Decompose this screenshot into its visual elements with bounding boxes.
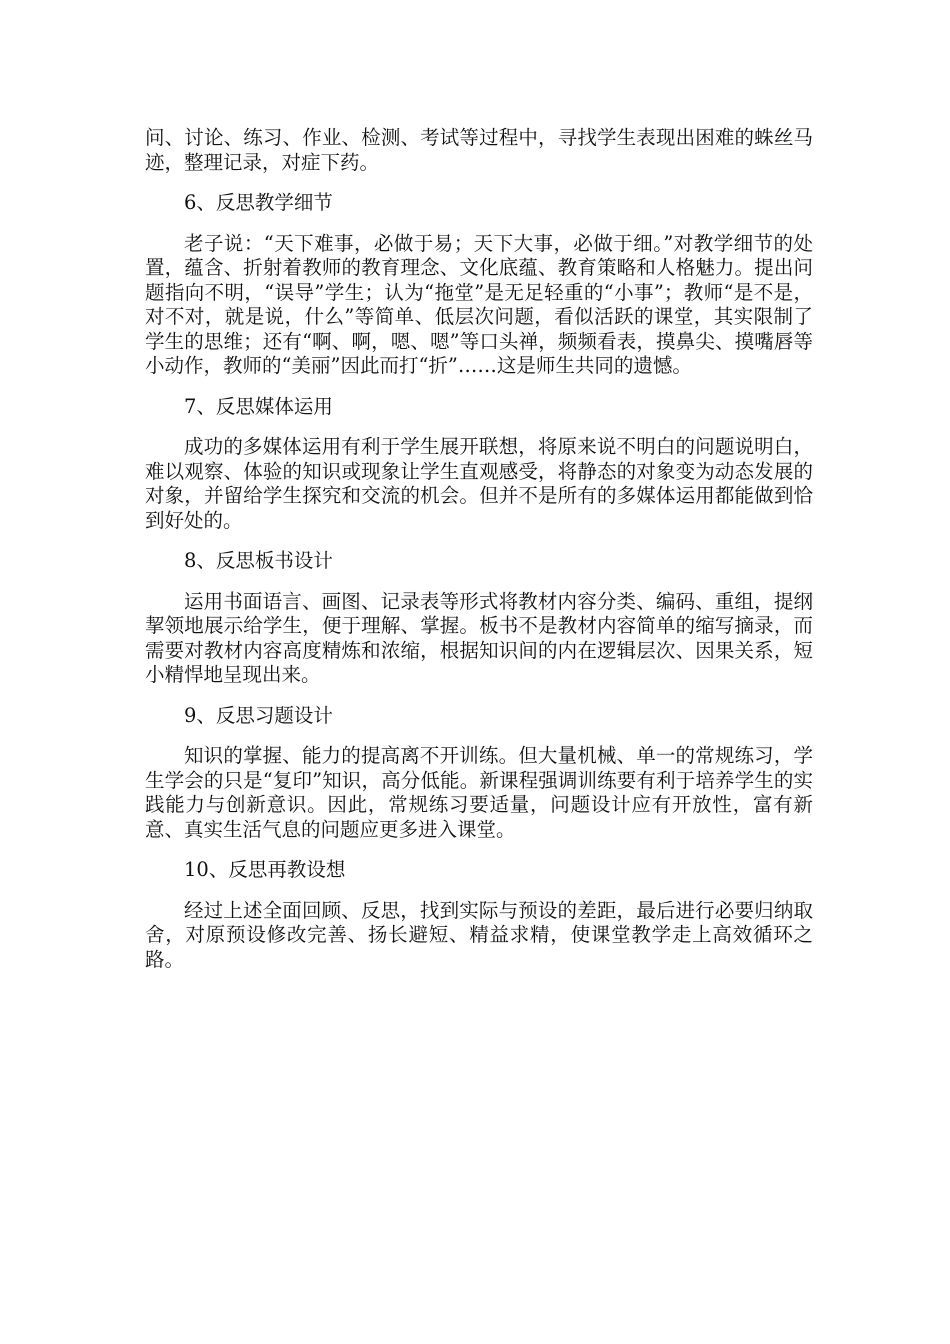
paragraph-6: 老子说：“天下难事，必做于易；天下大事，必做于细。”对教学细节的处置，蕴含、折射着教师的教育理念、文化底蕴、教育策略和人格魅力。提出问题指向不明，“误导”学生；认为“拖堂”是无足轻重的“小事”；教师“是不是，对不对，就是说，什么”等简单、低层次问题，看似活跃的课堂，其实限制了学生的思维；还有“啊、啊，嗯、嗯”等口头禅，频频看表，摸鼻尖、摸嘴唇等小动作，教师的“美丽”因此而打“折”……这是师生共同的遗憾。 <box>145 231 813 377</box>
document-body <box>145 126 813 988</box>
paragraph-7: 成功的多媒体运用有利于学生展开联想，将原来说不明白的问题说明白，难以观察、体验的知识或现象让学生直观感受，将静态的对象变为动态发展的对象，并留给学生探究和交流的机会。但并不是所有的多媒体运用都能做到恰到好处的。 <box>145 435 813 532</box>
paragraph-continued: 问、讨论、练习、作业、检测、考试等过程中，寻找学生表现出困难的蛛丝马迹，整理记录，对症下药。 <box>145 126 813 174</box>
paragraph-8: 运用书面语言、画图、记录表等形式将教材内容分类、编码、重组，提纲挈领地展示给学生，便于理解、掌握。板书不是教材内容简单的缩写摘录，而需要对教材内容高度精炼和浓缩，根据知识间的内在逻辑层次、因果关系，短小精悍地呈现出来。 <box>145 589 813 686</box>
section-heading-6: 6、反思教学细节 <box>184 191 333 214</box>
paragraph-9: 知识的掌握、能力的提高离不开训练。但大量机械、单一的常规练习，学生学会的只是“复印”知识，高分低能。新课程强调训练要有利于培养学生的实践能力与创新意识。因此，常规练习要适量，问题设计应有开放性，富有新意、真实生活气息的问题应更多进入课堂。 <box>145 744 813 841</box>
section-heading-10: 10、反思再教设想 <box>184 858 346 881</box>
section-heading-9: 9、反思习题设计 <box>184 703 333 727</box>
section-heading-8: 8、反思板书设计 <box>184 549 333 572</box>
paragraph-10: 经过上述全面回顾、反思，找到实际与预设的差距，最后进行必要归纳取舍，对原预设修改完善、扬长避短、精益求精，使课堂教学走上高效循环之路。 <box>145 898 813 971</box>
section-heading-7: 7、反思媒体运用 <box>184 394 333 418</box>
